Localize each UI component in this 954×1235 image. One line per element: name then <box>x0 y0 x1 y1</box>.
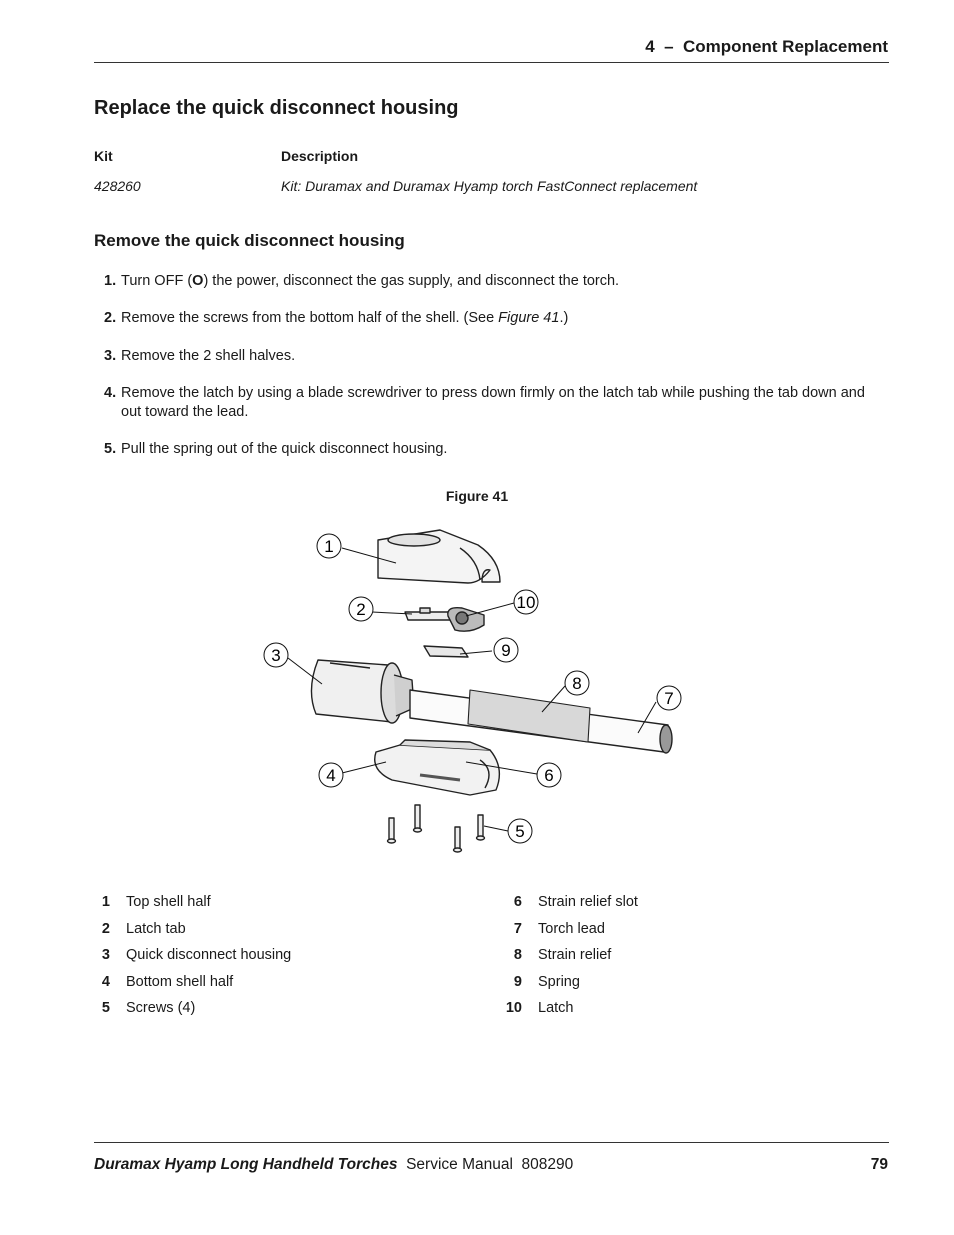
callout-4 <box>319 763 343 787</box>
svg-text:7: 7 <box>664 689 674 708</box>
step-text: Pull the spring out of the quick disconnect housing. <box>121 441 448 457</box>
step-3 <box>94 347 889 366</box>
bottom-shell-half-drawing <box>375 740 500 795</box>
doc-title: Duramax Hyamp Long Handheld Torches <box>94 1156 398 1173</box>
doc-number: 808290 <box>521 1156 574 1173</box>
step-number: 5. <box>104 441 117 457</box>
svg-text:9: 9 <box>501 641 511 660</box>
legend-right <box>502 889 638 1022</box>
svg-text:3: 3 <box>271 646 281 665</box>
screws-drawing <box>388 805 485 852</box>
footer-doc-info <box>94 1156 573 1174</box>
off-symbol: O <box>192 273 204 289</box>
legend-item: 3 Quick disconnect housing <box>101 947 292 964</box>
callout-10 <box>514 590 538 614</box>
svg-text:1: 1 <box>324 537 334 556</box>
svg-text:4: 4 <box>326 766 336 785</box>
legend-item: 4 Bottom shell half <box>101 973 234 990</box>
svg-text:2: 2 <box>356 600 366 619</box>
step-text: Turn OFF ( <box>121 273 193 289</box>
legend-item: 6 Strain relief slot <box>513 894 638 911</box>
step-text: Remove the screws from the bottom half of the shell. (See <box>121 310 499 326</box>
kit-column-header: Kit <box>94 148 113 164</box>
step-1 <box>94 272 889 291</box>
step-text: .) <box>559 310 569 326</box>
callout-8 <box>565 671 589 695</box>
callout-2 <box>349 597 373 621</box>
callout-6 <box>537 763 561 787</box>
callout-7 <box>657 686 681 710</box>
step-4 <box>94 384 889 422</box>
legend-item: 10 Latch <box>505 1000 574 1017</box>
figure-caption: Figure 41 <box>445 488 509 504</box>
exploded-view-illustration <box>255 522 695 862</box>
callout-9 <box>494 638 518 662</box>
legend-item: 8 Strain relief <box>513 947 612 964</box>
step-number: 3. <box>104 348 117 364</box>
top-shell-half-drawing <box>378 530 500 583</box>
legend-item: 5 Screws (4) <box>101 1000 196 1017</box>
step-text: Remove the latch by using a blade screwdriver to press down firmly on the latch tab while pushing the tab down and out toward the lead. <box>121 385 865 420</box>
legend-left <box>90 889 291 1022</box>
step-2 <box>94 309 889 328</box>
callout-1 <box>317 534 341 558</box>
kit-description: Kit: Duramax and Duramax Hyamp torch FastConnect replacement <box>281 178 698 194</box>
callout-5 <box>508 819 532 843</box>
svg-text:8: 8 <box>572 674 582 693</box>
legend-item: 7 Torch lead <box>513 920 605 937</box>
page-number: 79 <box>870 1156 888 1173</box>
latch-drawing <box>448 608 484 632</box>
header-rule <box>94 62 889 63</box>
doc-type: Service Manual <box>406 1156 513 1173</box>
svg-text:10: 10 <box>516 593 536 612</box>
page-title: Replace the quick disconnect housing <box>94 97 459 119</box>
step-number: 4. <box>104 385 117 401</box>
spring-drawing <box>424 646 468 657</box>
subsection-title: Remove the quick disconnect housing <box>94 231 405 250</box>
step-number: 1. <box>104 273 117 289</box>
footer-rule <box>94 1142 889 1143</box>
step-text: Remove the 2 shell halves. <box>121 348 296 364</box>
figure-reference: Figure 41 <box>498 310 560 326</box>
step-number: 2. <box>104 310 117 326</box>
step-text: ) the power, disconnect the gas supply, and disconnect the torch. <box>203 273 620 289</box>
chapter-heading: 4 – Component Replacement <box>645 37 888 56</box>
legend-item: 1 Top shell half <box>101 894 211 911</box>
callout-3 <box>264 643 288 667</box>
svg-text:6: 6 <box>544 766 554 785</box>
legend-item: 9 Spring <box>513 973 580 990</box>
legend-item: 2 Latch tab <box>101 920 186 937</box>
kit-number: 428260 <box>94 178 141 194</box>
quick-disconnect-housing-drawing <box>311 660 414 723</box>
step-5 <box>94 440 889 459</box>
description-column-header: Description <box>281 148 359 164</box>
svg-text:5: 5 <box>515 822 525 841</box>
